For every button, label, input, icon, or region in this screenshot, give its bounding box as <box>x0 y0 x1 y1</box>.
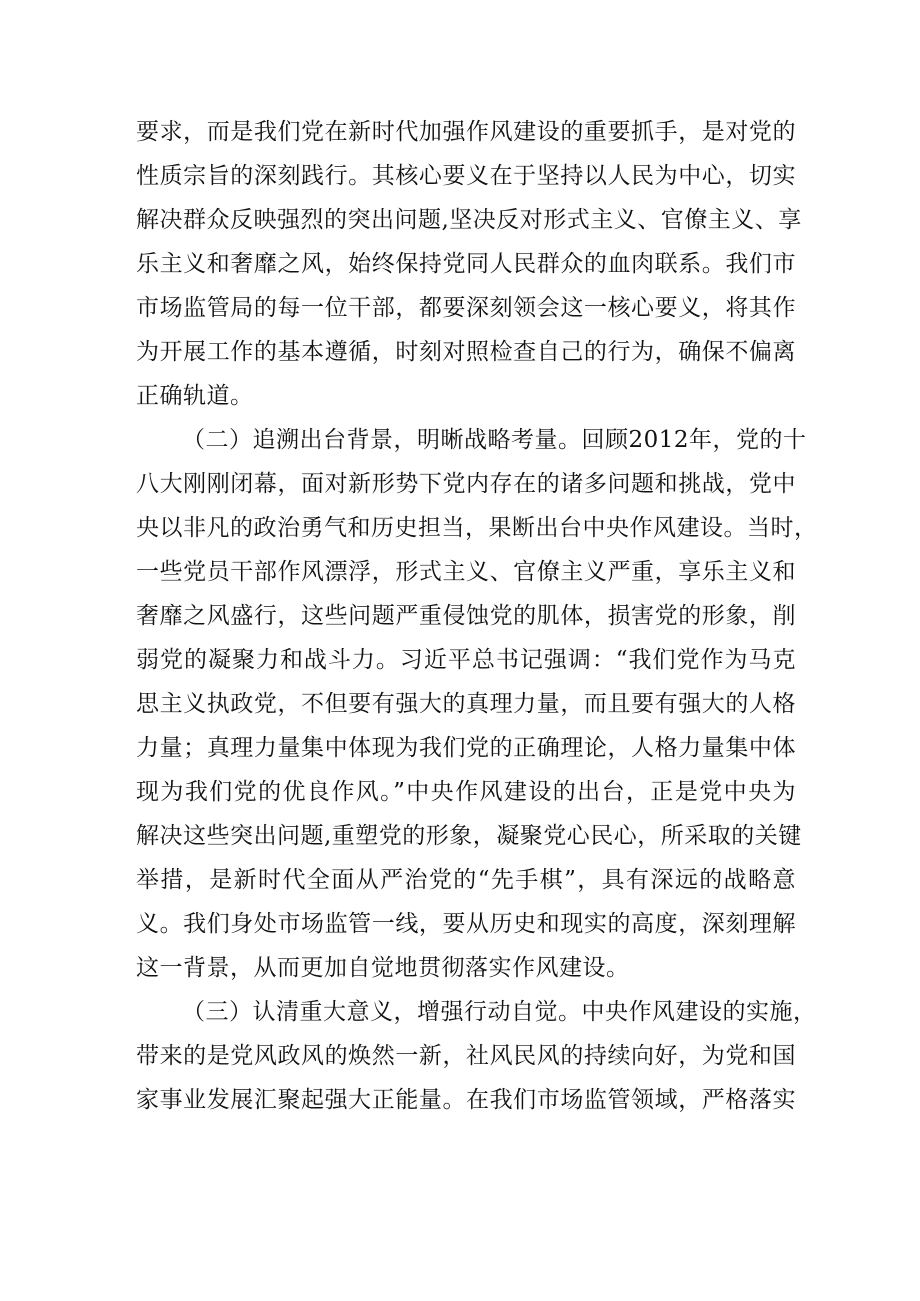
text-line: 乐主义和奢靡之风，始终保持党同人民群众的血肉联系。我们市 <box>136 251 796 277</box>
text-line: 义。我们身处市场监管一线，要从历史和现实的高度，深刻理解 <box>136 911 796 937</box>
text-line: 一些党员干部作风漂浮，形式主义、官僚主义严重，享乐主义和 <box>136 559 796 585</box>
text-line: 央以非凡的政治勇气和历史担当，果断出台中央作风建设。当时， <box>136 515 818 541</box>
text-line: 为开展工作的基本遵循，时刻对照检查自己的行为，确保不偏离 <box>136 339 796 365</box>
text-line: 解决群众反映强烈的突出问题,坚决反对形式主义、官僚主义、享 <box>136 207 802 233</box>
document-body <box>136 110 818 1122</box>
paragraph-heading-line: （三）认清重大意义，增强行动自觉。中央作风建设的实施， <box>182 999 817 1025</box>
text-line: 奢靡之风盛行，这些问题严重侵蚀党的肌体，损害党的形象，削 <box>136 603 796 629</box>
text-line: 思主义执政党，不但要有强大的真理力量，而且要有强大的人格 <box>136 691 796 717</box>
paragraph-background <box>136 418 818 990</box>
text-line: 要求，而是我们党在新时代加强作风建设的重要抓手，是对党的 <box>136 119 796 145</box>
text-line: 力量；真理力量集中体现为我们党的正确理论，人格力量集中体 <box>136 735 796 761</box>
text-line: 市场监管局的每一位干部，都要深刻领会这一核心要义，将其作 <box>136 295 796 321</box>
text-line: 带来的是党风政风的焕然一新，社风民风的持续向好，为党和国 <box>136 1043 796 1069</box>
text-line: 弱党的凝聚力和战斗力。习近平总书记强调：“我们党作为马克 <box>136 647 796 673</box>
text-line: 现为我们党的优良作风。”中央作风建设的出台，正是党中央为 <box>136 779 796 805</box>
paragraph-core-meaning-continued <box>136 110 802 418</box>
text-line: 性质宗旨的深刻践行。其核心要义在于坚持以人民为中心，切实 <box>136 163 796 189</box>
text-line: 解决这些突出问题,重塑党的形象，凝聚党心民心，所采取的关键 <box>136 823 802 849</box>
text-line: 举措，是新时代全面从严治党的“先手棋”，具有深远的战略意 <box>136 867 796 893</box>
text-line: 这一背景，从而更加自觉地贯彻落实作风建设。 <box>136 955 630 981</box>
paragraph-heading-line: （二）追溯出台背景，明晰战略考量。回顾2012年，党的十 <box>182 427 807 453</box>
paragraph-significance <box>136 990 817 1122</box>
text-line: 家事业发展汇聚起强大正能量。在我们市场监管领域，严格落实 <box>136 1087 796 1113</box>
text-line: 正确轨道。 <box>136 383 254 409</box>
text-line: 八大刚刚闭幕，面对新形势下党内存在的诸多问题和挑战，党中 <box>136 471 796 497</box>
